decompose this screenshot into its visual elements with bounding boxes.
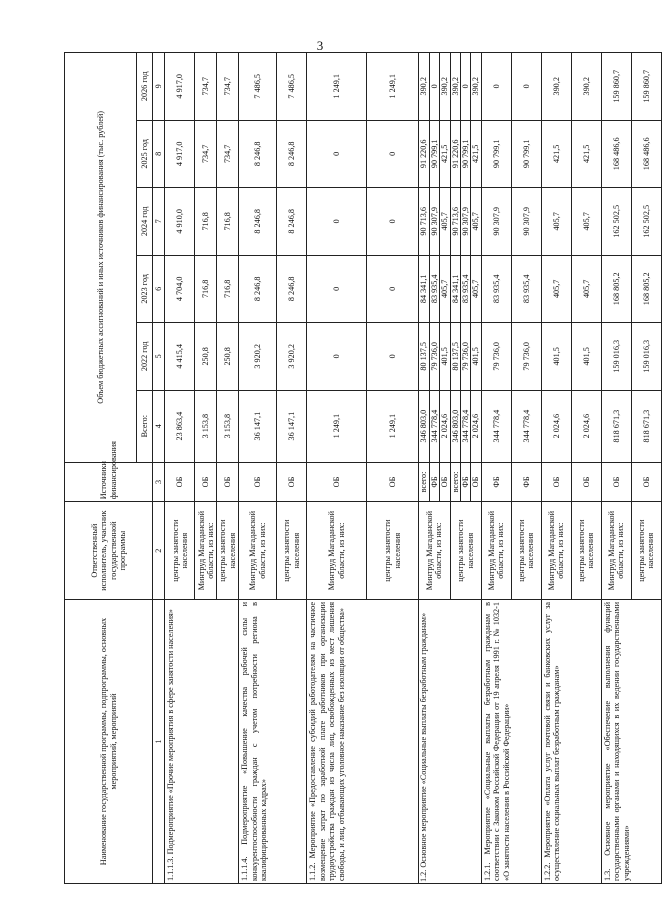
- budget-value: 0: [307, 188, 367, 256]
- budget-value: 1 249,1: [367, 390, 419, 462]
- budget-table-sheet: [64, 52, 656, 884]
- budget-value: 401,5: [471, 323, 481, 391]
- budget-value: 36 147,1: [239, 390, 277, 462]
- page-number: 3: [316, 38, 324, 53]
- budget-value: 8 246,8: [239, 255, 277, 323]
- budget-value: 734,7: [195, 53, 217, 121]
- column-number: 1: [153, 600, 165, 884]
- budget-value: 83 935,4: [429, 255, 439, 323]
- budget-value: 83 935,4: [511, 255, 541, 323]
- budget-value: 346 803,0: [419, 390, 429, 462]
- budget-value: 405,7: [471, 188, 481, 256]
- program-item-name: 1.2.1. Мероприятие «Социальные выплаты безработным гражданам в соответствии с Законом Российской Федерации от 19 апреля 1991 г. № 1032-1 «О занятости населения в Российской Федерации»: [481, 600, 541, 884]
- budget-value: 7 486,5: [277, 53, 307, 121]
- budget-value: 159 860,7: [601, 53, 631, 121]
- budget-value: 84 341,1: [450, 255, 460, 323]
- budget-value: 159 016,3: [601, 323, 631, 391]
- budget-value: 1 249,1: [307, 53, 367, 121]
- header-total: Всего:: [137, 390, 153, 462]
- column-number: 2: [153, 502, 165, 600]
- funding-source: ОБ: [571, 462, 601, 502]
- budget-value: 421,5: [571, 120, 601, 188]
- funding-source: ОБ: [601, 462, 631, 502]
- budget-value: 401,5: [541, 323, 571, 391]
- header-year: 2026 год: [137, 53, 153, 121]
- budget-value: 2 024,6: [471, 390, 481, 462]
- budget-value: 818 671,3: [601, 390, 631, 462]
- budget-table-body: [165, 53, 661, 884]
- budget-value: 716,8: [217, 188, 239, 256]
- funding-source: ОБ: [307, 462, 367, 502]
- budget-value: 83 935,4: [460, 255, 470, 323]
- responsible-executor: центры занятости населения: [450, 502, 481, 600]
- budget-value: 90 799,1: [460, 120, 470, 188]
- budget-value: 734,7: [217, 120, 239, 188]
- budget-value: 2 024,6: [440, 390, 450, 462]
- budget-value: 401,5: [440, 323, 450, 391]
- budget-value: 80 137,5: [450, 323, 460, 391]
- budget-value: 344 778,4: [511, 390, 541, 462]
- budget-table: [64, 52, 662, 884]
- responsible-executor: Минтруд Магаданской области, из них:: [541, 502, 571, 600]
- budget-value: 4 917,0: [165, 120, 195, 188]
- budget-value: 90 713,6: [450, 188, 460, 256]
- budget-value: 79 736,0: [481, 323, 511, 391]
- responsible-executor: Минтруд Магаданской области, из них:: [481, 502, 511, 600]
- funding-source: ОБ: [239, 462, 277, 502]
- budget-value: 8 246,8: [277, 255, 307, 323]
- column-number: 5: [153, 323, 165, 391]
- budget-value: 0: [367, 255, 419, 323]
- budget-value: 716,8: [195, 188, 217, 256]
- budget-value: 405,7: [440, 255, 450, 323]
- budget-value: 716,8: [217, 255, 239, 323]
- budget-value: 344 778,4: [429, 390, 439, 462]
- budget-value: 4 704,0: [165, 255, 195, 323]
- column-number: 6: [153, 255, 165, 323]
- funding-source: ОБ: [277, 462, 307, 502]
- budget-value: 8 246,8: [239, 188, 277, 256]
- funding-source: ОБ: [195, 462, 217, 502]
- funding-source: ОБ: [217, 462, 239, 502]
- program-item-name: 1.1.1.3. Подмероприятие «Прочие мероприятия в сфере занятости населения»: [165, 600, 239, 884]
- budget-value: 405,7: [471, 255, 481, 323]
- budget-value: 405,7: [571, 188, 601, 256]
- budget-value: 90 307,9: [481, 188, 511, 256]
- budget-value: 90 307,9: [511, 188, 541, 256]
- budget-value: 390,2: [440, 53, 450, 121]
- column-number: 4: [153, 390, 165, 462]
- budget-value: 90 307,9: [429, 188, 439, 256]
- header-funding-source: Источники финансирования: [65, 462, 153, 502]
- budget-value: 90 307,9: [460, 188, 470, 256]
- budget-value: 4 415,4: [165, 323, 195, 391]
- budget-value: 168 486,6: [631, 120, 661, 188]
- budget-value: 168 805,2: [631, 255, 661, 323]
- responsible-executor: центры занятости населения: [571, 502, 601, 600]
- budget-value: 79 736,0: [460, 323, 470, 391]
- budget-value: 344 778,4: [460, 390, 470, 462]
- budget-value: 390,2: [471, 53, 481, 121]
- funding-source: ОБ: [541, 462, 571, 502]
- budget-value: 79 736,0: [511, 323, 541, 391]
- budget-value: 3 153,8: [195, 390, 217, 462]
- budget-value: 3 920,2: [239, 323, 277, 391]
- budget-value: 390,2: [450, 53, 460, 121]
- budget-value: 0: [307, 323, 367, 391]
- program-item-name: 1.3. Основное мероприятие «Обеспечение выполнения функций государственными органами и находящихся в их ведении государственными учреждениями»: [601, 600, 661, 884]
- budget-value: 84 341,1: [419, 255, 429, 323]
- column-number: 7: [153, 188, 165, 256]
- budget-value: 23 863,4: [165, 390, 195, 462]
- budget-value: 0: [367, 120, 419, 188]
- budget-value: 8 246,8: [277, 120, 307, 188]
- responsible-executor: центры занятости населения: [217, 502, 239, 600]
- budget-value: 4 910,0: [165, 188, 195, 256]
- budget-value: 734,7: [195, 120, 217, 188]
- responsible-executor: центры занятости населения: [511, 502, 541, 600]
- program-item-name: 1.1.1.4. Подмероприятие «Повышение качества рабочей силы и конкурентоспособности граждан с учетом потребности региона в квалифицированных кадрах»: [239, 600, 307, 884]
- budget-value: 0: [367, 188, 419, 256]
- budget-value: 162 502,5: [631, 188, 661, 256]
- budget-value: 168 805,2: [601, 255, 631, 323]
- responsible-executor: Минтруд Магаданской области, из них:: [239, 502, 277, 600]
- budget-value: 36 147,1: [277, 390, 307, 462]
- budget-value: 421,5: [440, 120, 450, 188]
- responsible-executor: центры занятости населения: [165, 502, 195, 600]
- budget-value: 734,7: [217, 53, 239, 121]
- header-year: 2023 год: [137, 255, 153, 323]
- budget-value: 1 249,1: [367, 53, 419, 121]
- funding-source: ФБ: [460, 462, 470, 502]
- header-budget-group: Объем бюджетных ассигнований и иных источников финансирования (тыс. рублей): [65, 53, 137, 463]
- budget-value: 405,7: [541, 255, 571, 323]
- funding-source: ОБ: [165, 462, 195, 502]
- table-row: [481, 53, 511, 884]
- budget-value: 2 024,6: [541, 390, 571, 462]
- budget-value: 250,8: [217, 323, 239, 391]
- budget-value: 80 137,5: [419, 323, 429, 391]
- budget-value: 90 713,6: [419, 188, 429, 256]
- budget-value: 818 671,3: [631, 390, 661, 462]
- budget-value: 3 920,2: [277, 323, 307, 391]
- program-item-name: 1.2. Основное мероприятие «Социальные выплаты безработным гражданам»: [419, 600, 482, 884]
- funding-source: всего:: [419, 462, 429, 502]
- table-row: [307, 53, 367, 884]
- budget-value: 0: [481, 53, 511, 121]
- funding-source: ФБ: [429, 462, 439, 502]
- table-row: [419, 53, 429, 884]
- budget-value: 90 799,1: [429, 120, 439, 188]
- table-row: [239, 53, 277, 884]
- column-number: 9: [153, 53, 165, 121]
- header-year: 2024 год: [137, 188, 153, 256]
- budget-value: 2 024,6: [571, 390, 601, 462]
- budget-value: 159 016,3: [631, 323, 661, 391]
- column-number: 8: [153, 120, 165, 188]
- funding-source: ОБ: [471, 462, 481, 502]
- budget-value: 421,5: [471, 120, 481, 188]
- budget-value: 83 935,4: [481, 255, 511, 323]
- funding-source: ОБ: [631, 462, 661, 502]
- budget-value: 159 860,7: [631, 53, 661, 121]
- table-row: [541, 53, 571, 884]
- column-number-row: [153, 53, 165, 884]
- responsible-executor: Минтруд Магаданской области, из них:: [419, 502, 450, 600]
- responsible-executor: Минтруд Магаданской области, из них:: [195, 502, 217, 600]
- budget-value: 4 917,0: [165, 53, 195, 121]
- header-program-name: Наименование государственной программы, подпрограммы, основных мероприятий, мероприятий: [65, 600, 153, 884]
- table-row: [601, 53, 631, 884]
- funding-source: ФБ: [511, 462, 541, 502]
- budget-value: 405,7: [541, 188, 571, 256]
- budget-value: 0: [367, 323, 419, 391]
- budget-value: 390,2: [541, 53, 571, 121]
- program-item-name: 1.2.2. Мероприятие «Оплата услуг почтовой связи и банковских услуг за осуществление социальных выплат безработным гражданам»: [541, 600, 601, 884]
- responsible-executor: центры занятости населения: [367, 502, 419, 600]
- funding-source: ОБ: [440, 462, 450, 502]
- funding-source: ФБ: [481, 462, 511, 502]
- budget-value: 168 486,6: [601, 120, 631, 188]
- budget-value: 390,2: [571, 53, 601, 121]
- responsible-executor: Минтруд Магаданской области, из них:: [601, 502, 631, 600]
- budget-value: 7 486,5: [239, 53, 277, 121]
- budget-value: 90 799,1: [511, 120, 541, 188]
- responsible-executor: центры занятости населения: [277, 502, 307, 600]
- budget-value: 0: [511, 53, 541, 121]
- budget-value: 401,5: [571, 323, 601, 391]
- budget-value: 405,7: [440, 188, 450, 256]
- budget-value: 91 220,6: [450, 120, 460, 188]
- program-item-name: 1.1.2. Мероприятие «Предоставление субсидий работодателям на частичное возмещение затрат по заработной плате работников при организации трудоустройства граждан из числа лиц, освобожденных из мест лишения свободы, и лиц, отбывающих уголовное наказание без изоляции от общества»: [307, 600, 419, 884]
- budget-value: 0: [307, 255, 367, 323]
- budget-value: 344 778,4: [481, 390, 511, 462]
- budget-value: 3 153,8: [217, 390, 239, 462]
- funding-source: ОБ: [367, 462, 419, 502]
- budget-value: 0: [429, 53, 439, 121]
- budget-value: 91 220,6: [419, 120, 429, 188]
- budget-value: 250,8: [195, 323, 217, 391]
- budget-value: 0: [460, 53, 470, 121]
- budget-value: 162 502,5: [601, 188, 631, 256]
- budget-value: 346 803,0: [450, 390, 460, 462]
- budget-value: 8 246,8: [239, 120, 277, 188]
- responsible-executor: центры занятости населения: [631, 502, 661, 600]
- budget-value: 1 249,1: [307, 390, 367, 462]
- budget-value: 421,5: [541, 120, 571, 188]
- budget-value: 716,8: [195, 255, 217, 323]
- budget-value: 0: [307, 120, 367, 188]
- budget-value: 90 799,1: [481, 120, 511, 188]
- header-year: 2022 год: [137, 323, 153, 391]
- budget-value: 390,2: [419, 53, 429, 121]
- column-number: 3: [153, 462, 165, 502]
- table-row: [165, 53, 195, 884]
- responsible-executor: Минтруд Магаданской области, из них:: [307, 502, 367, 600]
- budget-value: 405,7: [571, 255, 601, 323]
- header-responsible: Ответственный исполнитель, участник государственной программы: [65, 502, 153, 600]
- budget-value: 8 246,8: [277, 188, 307, 256]
- header-year: 2025 год: [137, 120, 153, 188]
- budget-value: 79 736,0: [429, 323, 439, 391]
- funding-source: всего:: [450, 462, 460, 502]
